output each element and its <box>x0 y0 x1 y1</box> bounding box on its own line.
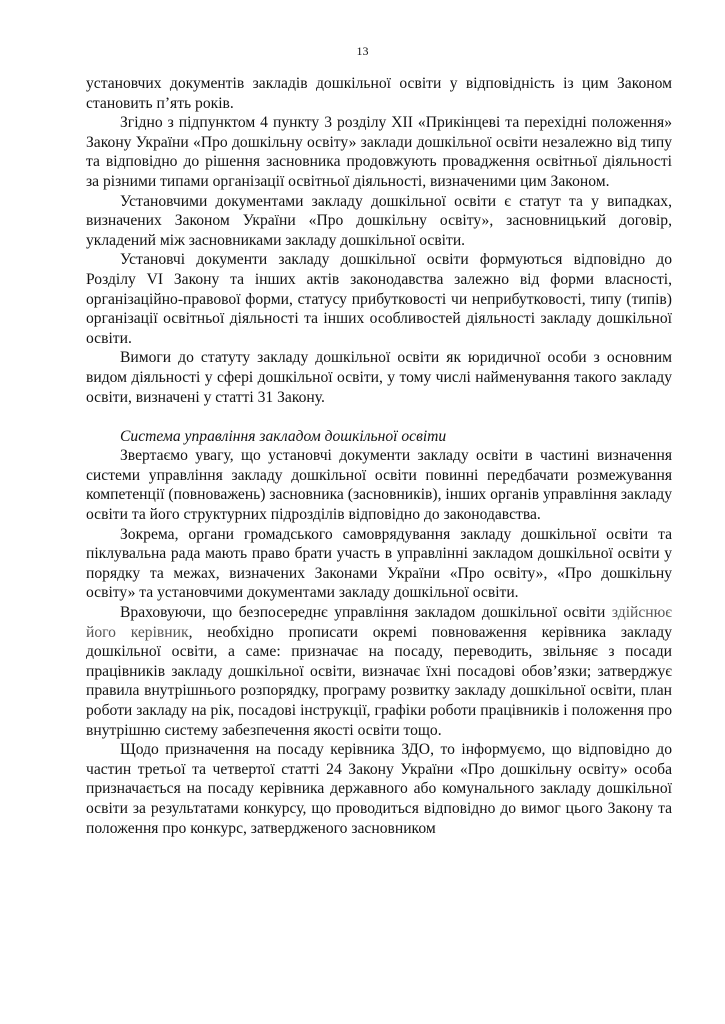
paragraph-last: Щодо призначення на посаду керівника ЗДО, то інформуємо, що відповідно до частин третьої та четвертої статті 24 Закону України «Про дошкільну освіту» особа призначається на посаду керівника державного або комунального закладу дошкільної освіти за результатами конкурсу, що проводиться відповідно до вимог цього Закону та положення про конкурс, затвердженого засновником <box>86 741 672 837</box>
paragraph: Звертаємо увагу, що установчі документи закладу освіти в частині визначення системи управління закладу дошкільної освіти повинні передбачати розмежування компетенції (повноважень) засновника (засновників), інших органів управління закладу освіти та його структурних підрозділів відповідно до законодавства. <box>86 447 672 524</box>
section-heading: Система управління закладом дошкільної освіти <box>120 427 447 445</box>
text-run: Враховуючи, що безпосереднє управління закладом дошкільної освіти <box>120 604 612 622</box>
paragraph-manager-powers <box>86 603 672 740</box>
document-body <box>86 74 672 838</box>
text-run: , необхідно прописати окремі повноваження керівника закладу дошкільної освіти, а саме: призначає на посаду, переводить, звільняє з посади працівників закладу дошкільної освіти, визначає їхні посадові обов’язки; затверджує правила внутрішнього розпорядку, програму розвитку закладу дошкільної освіти, план роботи закладу на рік, посадові інструкції, графіки роботи працівників і положення про внутрішню систему забезпечення якості освіти тощо. <box>86 623 672 739</box>
paragraph: Установчими документами закладу дошкільної освіти є статут та у випадках, визначених Законом України «Про дошкільну освіту», засновницький договір, укладений між засновниками закладу дошкільної освіти. <box>86 192 672 249</box>
paragraph: Згідно з підпунктом 4 пункту 3 розділу XII «Прикінцеві та перехідні положення» Закону України «Про дошкільну освіту» заклади дошкільної освіти незалежно від типу та відповідно до рішення засновника продовжують провадження освітньої діяльності за різними типами організації освітньої діяльності, визначеними цим Законом. <box>86 114 672 190</box>
page-number: 13 <box>356 44 369 58</box>
text-run-muted: здійснює його керівник <box>86 604 672 641</box>
paragraph: Вимоги до статуту закладу дошкільної освіти як юридичної особи з основним видом діяльності у сфері дошкільної освіти, у тому числі найменування такого закладу освіти, визначені у статті 31 Закону. <box>86 349 672 406</box>
paragraph: Установчі документи закладу дошкільної освіти формуються відповідно до Розділу VI Закону та інших актів законодавства залежно від форми власності, організаційно-правової форми, статусу прибутковості чи неприбутковості, типу (типів) організації освітньої діяльності та інших особливостей діяльності закладу дошкільної освіти. <box>86 251 672 347</box>
paragraph: Зокрема, органи громадського самоврядування закладу дошкільної освіти та піклувальна рада мають право брати участь в управлінні закладом дошкільної освіти у порядку та межах, визначених Законами України «Про освіту», «Про дошкільну освіту» та установчими документами закладу дошкільної освіти. <box>86 525 672 602</box>
paragraph-continuation: установчих документів закладів дошкільної освіти у відповідність із цим Законом становить п’ять років. <box>86 75 672 112</box>
